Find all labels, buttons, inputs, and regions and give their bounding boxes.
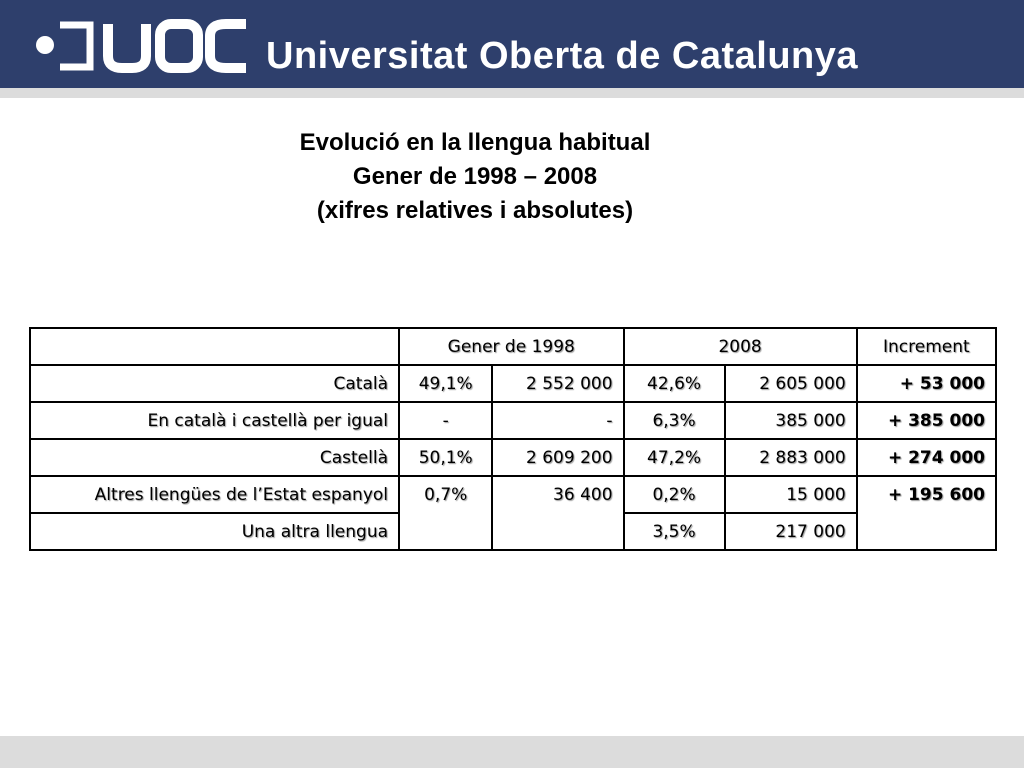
table-row xyxy=(30,439,996,476)
abs-2008: 385 000 xyxy=(725,402,857,439)
header-2008: 2008 xyxy=(624,328,857,365)
pct-2008: 47,2% xyxy=(624,439,725,476)
table-row xyxy=(30,402,996,439)
abs-1998: 2 552 000 xyxy=(492,365,623,402)
abs-1998: 2 609 200 xyxy=(492,439,623,476)
title-line-3: (xifres relatives i absolutes) xyxy=(316,197,634,224)
row-label: Una altra llengua xyxy=(30,513,399,550)
title-line-2: Gener de 1998 – 2008 xyxy=(352,163,598,190)
table-header-row xyxy=(30,328,996,365)
slide-title xyxy=(0,126,950,228)
increment: + 195 600 xyxy=(857,476,996,550)
header-increment: Increment xyxy=(857,328,996,365)
header-empty-cell xyxy=(30,328,399,365)
pct-2008: 6,3% xyxy=(624,402,725,439)
header-bar xyxy=(0,0,1024,88)
abs-1998: 36 400 xyxy=(492,476,623,550)
table-row xyxy=(30,365,996,402)
header-divider xyxy=(0,88,1024,98)
footer-bar xyxy=(0,736,1024,768)
uoc-logo xyxy=(30,18,252,74)
row-label: Català xyxy=(30,365,399,402)
row-label: Altres llengües de l’Estat espanyol xyxy=(30,476,399,513)
pct-2008: 0,2% xyxy=(624,476,725,513)
row-label: En català i castellà per igual xyxy=(30,402,399,439)
table-row xyxy=(30,476,996,513)
pct-2008: 42,6% xyxy=(624,365,725,402)
increment: + 385 000 xyxy=(857,402,996,439)
abs-2008: 15 000 xyxy=(725,476,857,513)
pct-1998: 49,1% xyxy=(399,365,492,402)
pct-2008: 3,5% xyxy=(624,513,725,550)
abs-2008: 2 605 000 xyxy=(725,365,857,402)
title-line-1: Evolució en la llengua habitual xyxy=(299,129,651,156)
header-gener-1998: Gener de 1998 xyxy=(399,328,624,365)
university-name: Universitat Oberta de Catalunya xyxy=(266,35,859,77)
row-label: Castellà xyxy=(30,439,399,476)
pct-1998: - xyxy=(399,402,492,439)
pct-1998: 50,1% xyxy=(399,439,492,476)
abs-1998: - xyxy=(492,402,623,439)
increment: + 274 000 xyxy=(857,439,996,476)
pct-1998: 0,7% xyxy=(399,476,492,550)
increment: + 53 000 xyxy=(857,365,996,402)
language-table xyxy=(29,327,997,551)
abs-2008: 217 000 xyxy=(725,513,857,550)
abs-2008: 2 883 000 xyxy=(725,439,857,476)
